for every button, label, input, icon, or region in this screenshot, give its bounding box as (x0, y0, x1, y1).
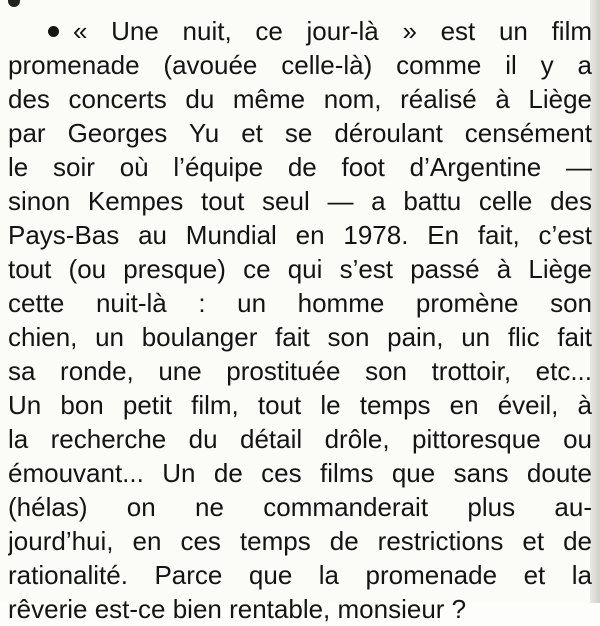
article-line: émouvant... Un de ces films que sans doute (8, 458, 592, 488)
article-paragraph (8, 14, 592, 626)
article-line: Pays-Bas au Mundial en 1978. En fait, c’est (8, 220, 592, 250)
article-line: la recherche du détail drôle, pittoresque ou (8, 424, 592, 454)
article-line: rêverie est-ce bien rentable, monsieur ? (8, 594, 467, 624)
article-line: Un bon petit film, tout le temps en éveil, à (8, 390, 592, 420)
article-line: sa ronde, une prostituée son trottoir, etc... (8, 356, 592, 386)
article-line-text: « Une nuit, ce jour-là » est un film (73, 16, 592, 46)
bullet-icon (48, 26, 59, 37)
article-line: cette nuit-là : un homme promène son (8, 288, 592, 318)
article-line: chien, un boulanger fait son pain, un flic fait (8, 322, 592, 352)
article-line: tout (ou presque) ce qui s’est passé à Liège (8, 254, 592, 284)
article-line: des concerts du même nom, réalisé à Liège (8, 84, 592, 114)
article-line: promenade (avouée celle-là) comme il y a (8, 50, 592, 80)
article-line: (hélas) on ne commanderait plus au- (8, 492, 592, 522)
article-line: jourd’hui, en ces temps de restrictions et de (8, 526, 592, 556)
article-line: par Georges Yu et se déroulant censément (8, 118, 592, 148)
article-line (8, 14, 592, 48)
article-line: sinon Kempes tout seul — a battu celle des (8, 186, 592, 216)
article-line: rationalité. Parce que la promenade et la (8, 560, 592, 590)
article-line: le soir où l’équipe de foot d’Argentine — (8, 152, 592, 182)
ink-mark (8, 0, 20, 7)
